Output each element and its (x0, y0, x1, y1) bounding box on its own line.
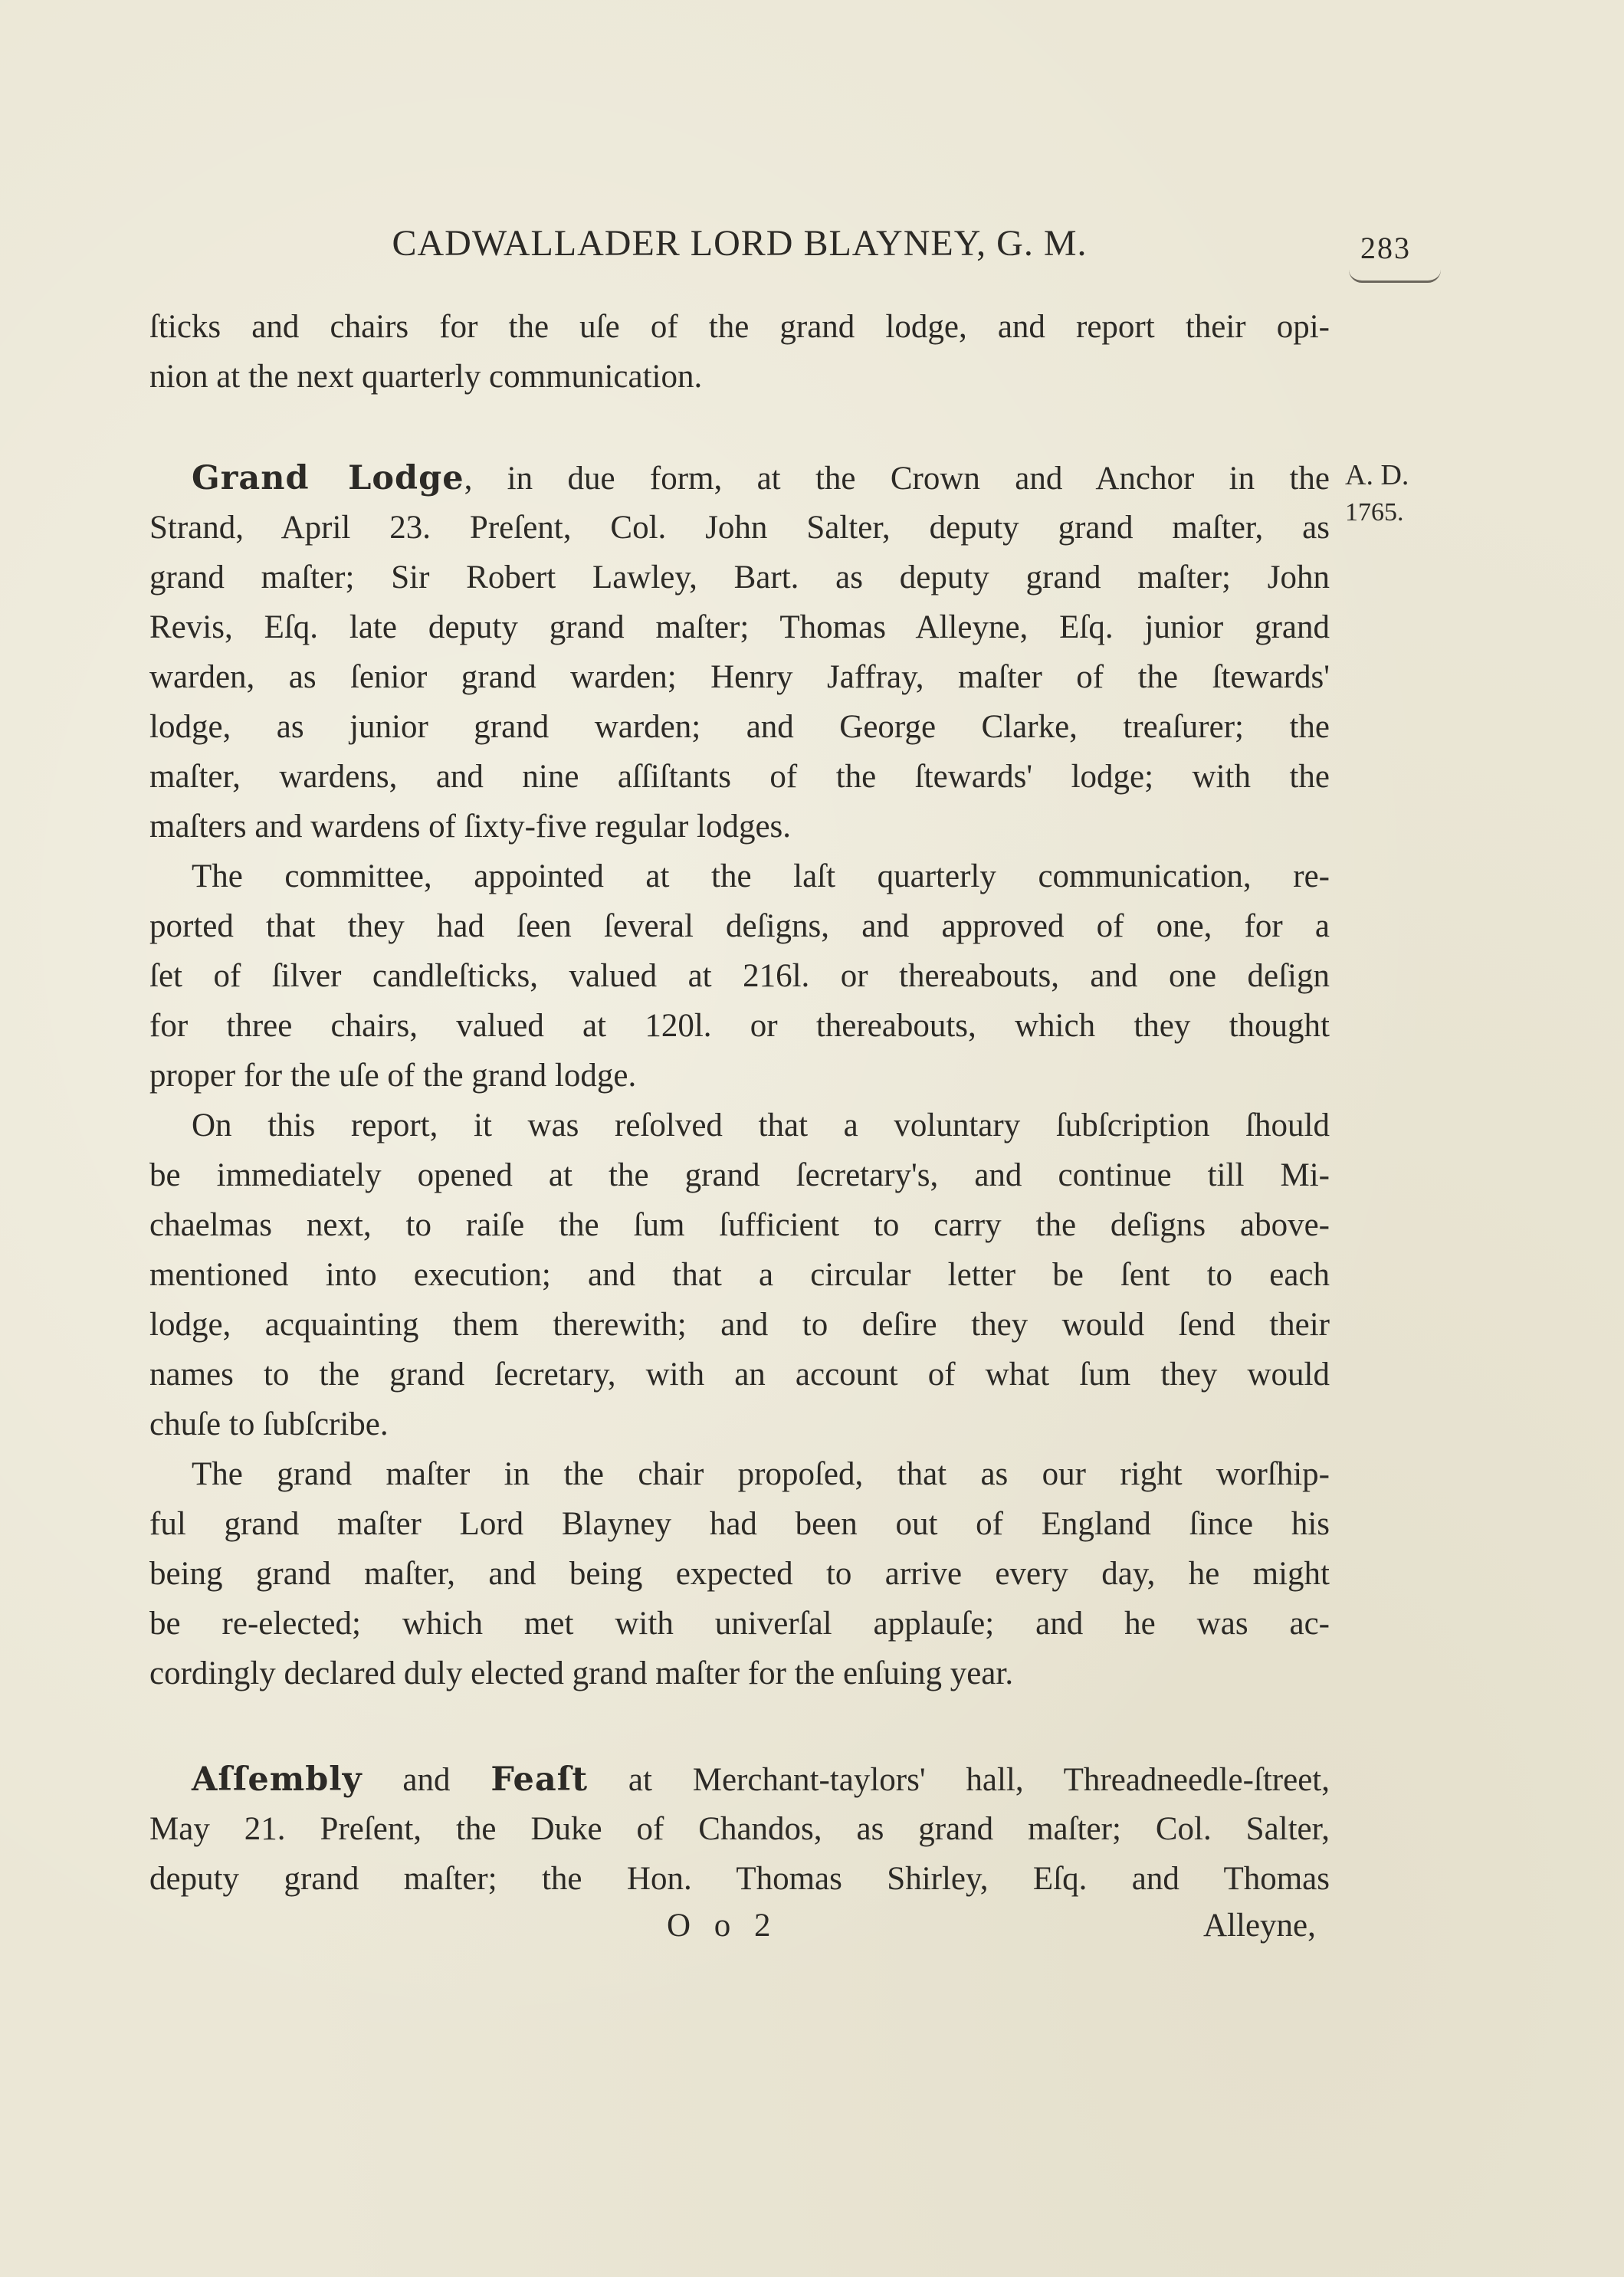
text-line: proper for the uſe of the grand lodge. (149, 1058, 637, 1094)
text-line: ported that they had ſeen ſeveral deſigns, and approved of one, for a (149, 908, 1330, 944)
text-line: Revis, Eſq. late deputy grand maſter; Thomas Alleyne, Eſq. junior grand (149, 609, 1330, 645)
text-line: chaelmas next, to raiſe the ſum ſufficient to carry the deſigns above- (149, 1207, 1330, 1243)
blackletter-heading: Feaſt (490, 1760, 589, 1799)
text-line: On this report, it was reſolved that a voluntary ſubſcription ſhould (192, 1107, 1330, 1143)
text-line: chuſe to ſubſcribe. (149, 1406, 389, 1442)
text-line: nion at the next quarterly communication. (149, 359, 703, 395)
text-line: The grand maſter in the chair propoſed, that as our right worſhip- (192, 1456, 1330, 1492)
margin-note-year: 1765. (1345, 498, 1404, 527)
text-line: ſet of ſilver candleſticks, valued at 216l. or thereabouts, and one deſign (149, 958, 1330, 994)
text-line: ſticks and chairs for the uſe of the grand lodge, and report their opi- (149, 309, 1330, 345)
text-span: and (362, 1762, 491, 1798)
catchword: Alleyne, (1203, 1908, 1316, 1944)
text-line: for three chairs, valued at 120l. or thereabouts, which they thought (149, 1008, 1330, 1044)
text-line: names to the grand ſecretary, with an account of what ſum they would (149, 1357, 1330, 1393)
text-line: deputy grand maſter; the Hon. Thomas Shirley, Eſq. and Thomas (149, 1861, 1330, 1897)
text-line: be re-elected; which met with univerſal applauſe; and he was ac- (149, 1606, 1330, 1642)
text-line: maſter, wardens, and nine aſſiſtants of the ſtewards' lodge; with the (149, 759, 1330, 795)
text-line: ful grand maſter Lord Blayney had been out of England ſince his (149, 1506, 1330, 1542)
text-line: May 21. Preſent, the Duke of Chandos, as grand maſter; Col. Salter, (149, 1811, 1330, 1847)
running-head: CADWALLADER LORD BLAYNEY, G. M. (392, 223, 1088, 264)
text-line: lodge, as junior grand warden; and George Clarke, treaſurer; the (149, 709, 1330, 745)
margin-note-ad: A. D. (1345, 459, 1409, 491)
text-span: at Merchant-taylors' hall, Threadneedle-ſtreet, (588, 1762, 1330, 1798)
page-number: 283 (1360, 231, 1411, 265)
text-line: cordingly declared duly elected grand maſter for the enſuing year. (149, 1655, 1014, 1691)
text-line: The committee, appointed at the laſt quarterly communication, re- (192, 858, 1330, 894)
text-line: mentioned into execution; and that a circular letter be ſent to each (149, 1257, 1330, 1293)
text-line: maſters and wardens of ſixty-five regular lodges. (149, 809, 792, 845)
text-line (192, 1755, 1330, 1805)
signature-mark: O o 2 (667, 1908, 779, 1944)
text-line: grand maſter; Sir Robert Lawley, Bart. as deputy grand maſter; John (149, 559, 1330, 595)
page-number-flourish (1349, 270, 1441, 283)
text-line: being grand maſter, and being expected to arrive every day, he might (149, 1556, 1330, 1592)
blackletter-heading: Aſſembly (192, 1760, 363, 1799)
text-line (192, 454, 1330, 504)
text-line: be immediately opened at the grand ſecretary's, and continue till Mi- (149, 1157, 1330, 1193)
text-line: lodge, acquainting them therewith; and to deſire they would ſend their (149, 1307, 1330, 1343)
text-line: Strand, April 23. Preſent, Col. John Salter, deputy grand maſter, as (149, 510, 1330, 546)
blackletter-heading: Grand Lodge (192, 459, 464, 497)
text-span: , in due form, at the Crown and Anchor in the (464, 461, 1330, 497)
text-line: warden, as ſenior grand warden; Henry Jaffray, maſter of the ſtewards' (149, 659, 1330, 695)
